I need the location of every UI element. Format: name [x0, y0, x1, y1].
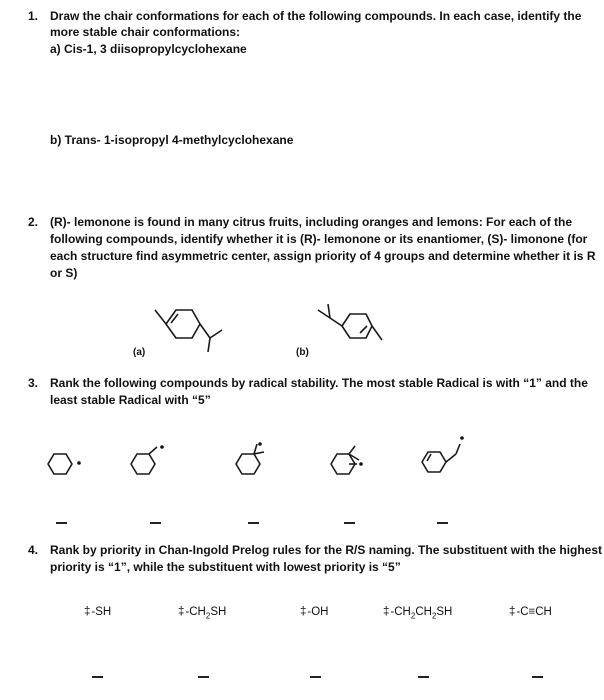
- wavy-bond-icon: ‡: [84, 606, 91, 618]
- q1-part-b: b) Trans- 1-isopropyl 4-methylcyclohexane: [50, 133, 294, 147]
- q2-label-b: (b): [296, 347, 309, 358]
- q3-answer-blank-2[interactable]: [150, 522, 161, 524]
- q4-answer-blank-5[interactable]: [532, 676, 543, 678]
- q3-radical-2: [127, 444, 177, 484]
- q2-label-a: (a): [133, 347, 146, 358]
- q3-line1: Rank the following compounds by radical stability. The most stable Radical is with “1” and the: [50, 376, 588, 390]
- q3-number: 3.: [28, 376, 39, 390]
- q3-answer-blank-1[interactable]: [56, 522, 67, 524]
- q4-answer-blank-2[interactable]: [198, 676, 209, 678]
- q4-substituent-c-triple-ch: ‡-C≡CH: [509, 605, 552, 621]
- q4-substituent-ch2sh: $\ddagger-CH_2SH$: [178, 606, 227, 621]
- q4-answer-blank-4[interactable]: [418, 676, 429, 678]
- q1-number: 1.: [28, 9, 39, 23]
- q4-number: 4.: [28, 543, 39, 557]
- q2-line4: or S): [50, 266, 78, 280]
- q2-number: 2.: [28, 215, 39, 229]
- q2-line1: (R)- lemonone is found in many citrus fruits, including oranges and lemons: For each of the: [50, 215, 573, 229]
- q1-line1: Draw the chair conformations for each of the following compounds. In each case, identify the: [50, 9, 582, 23]
- wavy-bond-icon: ‡: [178, 606, 185, 618]
- wavy-bond-icon: ‡: [383, 606, 390, 618]
- q2-line2: following compounds, identify whether it is (R)- lemonone or its enantiomer, (S)- limonone (for: [50, 232, 588, 246]
- q3-line2: least stable Radical with “5”: [50, 393, 211, 407]
- q4-substituent-sh: ‡-SH: [84, 605, 111, 621]
- q4-substituent-oh: ‡-OH: [300, 605, 329, 621]
- q4-substituent-ch2ch2sh: $\ddagger-CH_2CH_2SH$: [383, 606, 453, 621]
- q3-radical-3: [232, 440, 282, 484]
- q1-line2: more stable chair conformations:: [50, 25, 241, 39]
- q3-radical-5: [418, 432, 478, 476]
- q1-part-a: a) Cis-1, 3 diisopropylcyclohexane: [50, 42, 247, 56]
- q3-radical-1: [44, 446, 84, 486]
- q3-radical-4: [327, 440, 377, 484]
- wavy-bond-icon: ‡: [509, 606, 516, 618]
- q4-line2: priority is “1”, while the substituent with lowest priority is “5”: [50, 560, 401, 574]
- q2-structure-b: [310, 296, 410, 356]
- q3-answer-blank-5[interactable]: [437, 522, 448, 524]
- wavy-bond-icon: ‡: [300, 606, 307, 618]
- q4-answer-blank-3[interactable]: [310, 676, 321, 678]
- q4-answer-blank-1[interactable]: [92, 676, 103, 678]
- q4-line1: Rank by priority in Chan-Ingold Prelog rules for the R/S naming. The substituent with the highest: [50, 543, 603, 557]
- q2-structure-a: [150, 300, 250, 360]
- q3-answer-blank-3[interactable]: [248, 522, 259, 524]
- q2-line3: each structure find asymmetric center, assign priority of 4 groups and determine whether it is R: [50, 249, 596, 263]
- q3-answer-blank-4[interactable]: [344, 522, 355, 524]
